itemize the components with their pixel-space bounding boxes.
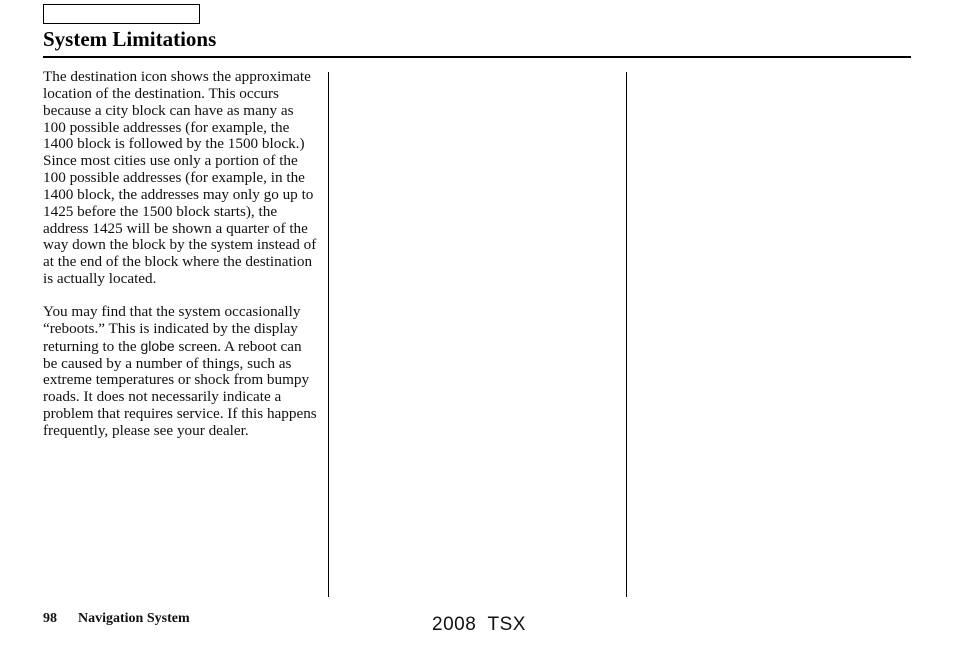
title-divider (43, 56, 911, 58)
paragraph-destination-icon: The destination icon shows the approximate location of the destination. This occurs because a city block can have as many as 100 possible addresses (for example, the 1400 block is followed by the 1500 block.) Since most cities use only a portion of the 100 possible addresses (for example, in the 1400 block, the addresses may only go up to 1425 before the 1500 block starts), the address 1425 will be shown a quarter of the way down the block by the system instead of at the end of the block where the destination is actually located. (43, 68, 317, 288)
model-label: 2008 TSX (432, 614, 526, 635)
paragraph-reboot (43, 304, 319, 440)
globe-screen-term: globe (140, 337, 175, 354)
column-divider-left (328, 72, 329, 597)
page-number: 98 (43, 611, 57, 626)
column-divider-right (626, 72, 627, 597)
body-column (43, 69, 319, 456)
paragraph-reboot-start: You may find that the system occasionally “reboots.” This is indicated by the display returning to the (43, 302, 301, 355)
paragraph-reboot-end: screen. A reboot can be caused by a number of things, such as extreme temperatures or shock from bumpy roads. It does not necessarily indicate a problem that requires service. If this happens frequently, please see your dealer. (43, 337, 317, 439)
section-name: Navigation System (78, 611, 190, 626)
header-tab-box (43, 4, 200, 24)
page-title: System Limitations (43, 27, 217, 51)
